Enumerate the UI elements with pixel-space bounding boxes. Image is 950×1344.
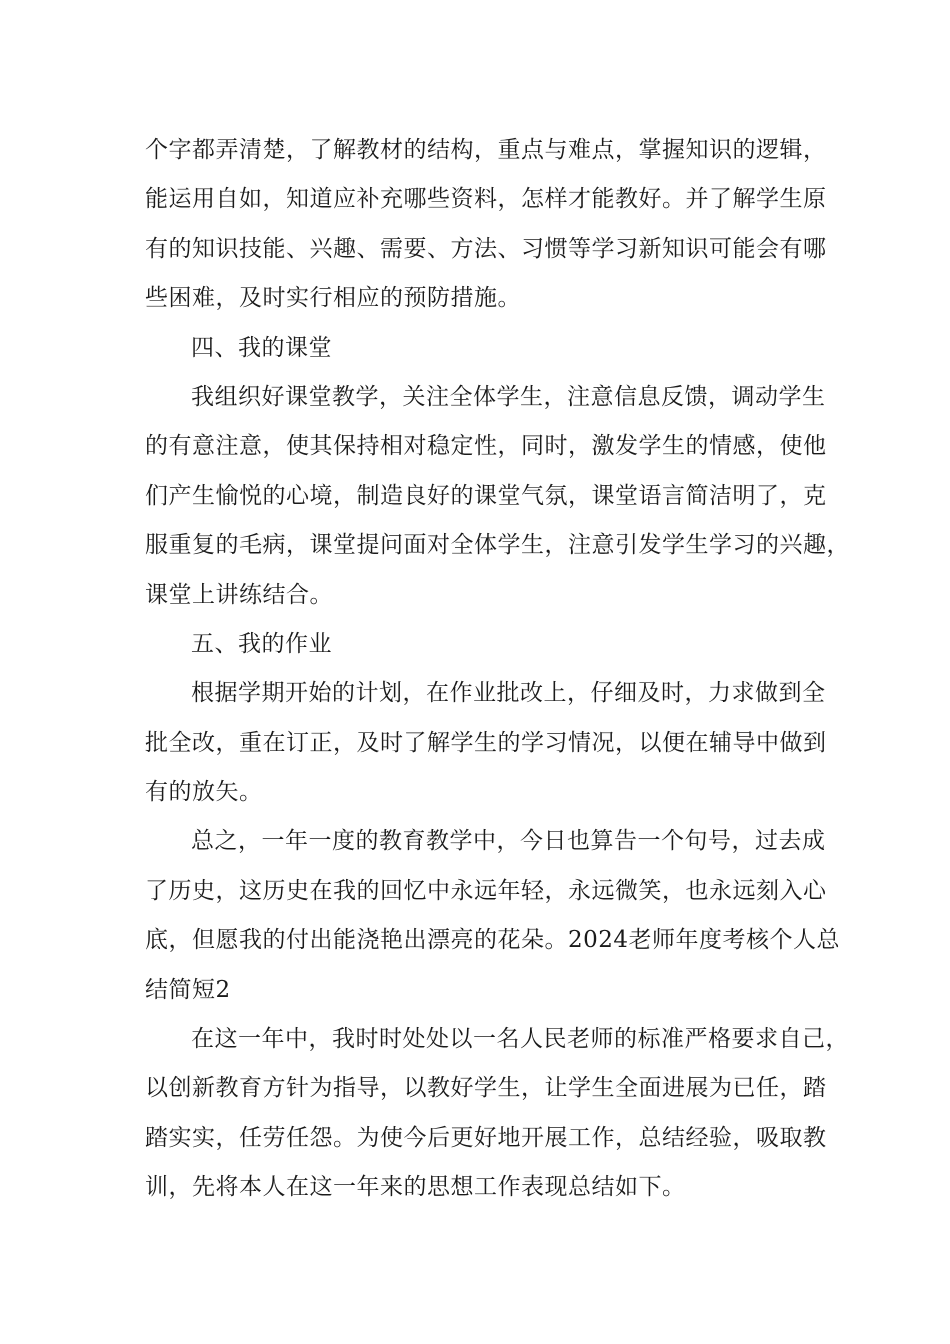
body-line: 的有意注意，使其保持相对稳定性，同时，激发学生的情感，使他 (145, 433, 827, 460)
body-line: 底，但愿我的付出能浇艳出漂亮的花朵。2024老师年度考核个人总 (145, 927, 841, 954)
paragraph-first-line: 我组织好课堂教学，关注全体学生，注意信息反馈，调动学生 (191, 383, 826, 410)
body-line: 以创新教育方针为指导，以教好学生，让学生全面进展为已任，踏 (145, 1075, 827, 1102)
body-line: 有的知识技能、兴趣、需要、方法、习惯等学习新知识可能会有哪 (145, 235, 827, 262)
body-line: 服重复的毛病，课堂提问面对全体学生，注意引发学生学习的兴趣， (145, 532, 850, 559)
body-line: 们产生愉悦的心境，制造良好的课堂气氛，课堂语言简洁明了，克 (145, 482, 827, 509)
body-line: 批全改，重在订正，及时了解学生的学习情况，以便在辅导中做到 (145, 729, 827, 756)
body-line: 个字都弄清楚，了解教材的结构，重点与难点，掌握知识的逻辑， (145, 137, 827, 163)
section-heading-classroom: 四、我的课堂 (191, 334, 332, 361)
document-body (145, 126, 850, 1213)
body-line: 些困难，及时实行相应的预防措施。 (145, 285, 521, 312)
paragraph-first-line: 根据学期开始的计划，在作业批改上，仔细及时，力求做到全 (191, 680, 826, 707)
body-line: 结简短2 (145, 976, 231, 1003)
body-line: 踏实实，任劳任怨。为使今后更好地开展工作，总结经验，吸取教 (145, 1124, 827, 1151)
body-line: 能运用自如，知道应补充哪些资料，怎样才能教好。并了解学生原 (145, 186, 827, 213)
body-line: 训，先将本人在这一年来的思想工作表现总结如下。 (145, 1174, 686, 1201)
body-line: 了历史，这历史在我的回忆中永远年轻，永远微笑，也永远刻入心 (145, 877, 827, 904)
body-line: 有的放矢。 (145, 779, 263, 806)
paragraph-first-line: 总之，一年一度的教育教学中，今日也算告一个句号，过去成 (191, 828, 826, 855)
section-heading-homework: 五、我的作业 (191, 630, 332, 657)
body-line: 课堂上讲练结合。 (145, 581, 333, 608)
paragraph-first-line: 在这一年中，我时时处处以一名人民老师的标准严格要求自己， (191, 1026, 849, 1053)
